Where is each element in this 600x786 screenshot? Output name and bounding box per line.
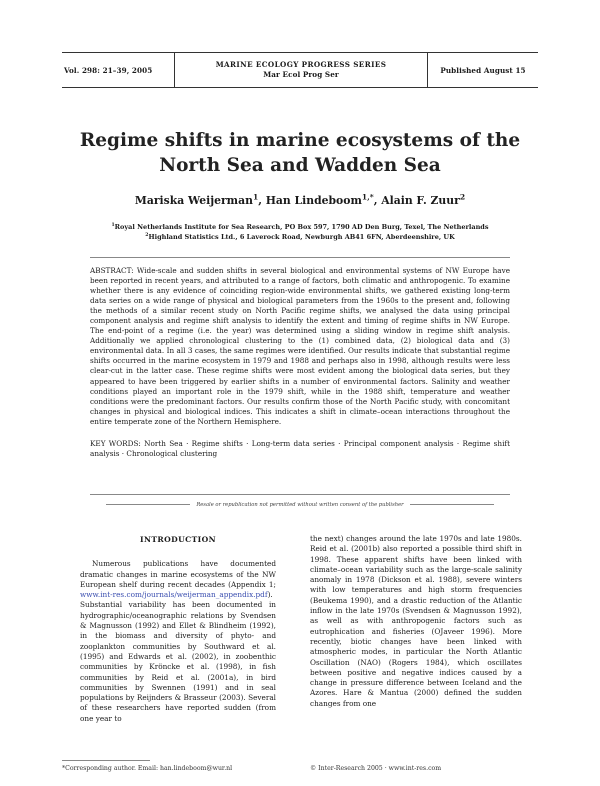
author-affiliation-mark: 1 <box>252 192 259 202</box>
publication-date: Published August 15 <box>427 53 538 87</box>
paper-title <box>0 128 600 178</box>
journal-abbreviation: Mar Ecol Prog Ser <box>263 70 339 79</box>
republication-notice: Resale or republication not permitted without written consent of the publisher <box>0 502 600 508</box>
divider <box>106 504 190 505</box>
corresponding-author-note: *Corresponding author. Email: han.lindeboom@wur.nl <box>62 765 233 772</box>
journal-name: MARINE ECOLOGY PROGRESS SERIES <box>215 60 387 69</box>
abstract-text: ABSTRACT: Wide-scale and sudden shifts in several biological and environmental systems of NW Europe have been reported in recent years, and attributed to a range of factors, both climatic and anthropogenic. To examine whether there is any evidence of coinciding region-wide environmental shifts, we gathered existing long-term data series on a wide range of physical and biological parameters from the 1960s to the present and, following the methods of a similar recent study on North Pacific regime shifts, we analysed the data using principal component analysis and regime shift analysis to identify the extent and timing of regime shifts in NW Europe. The end-point of a regime (i.e. the year) was determined using a sliding window in regime shift analysis. Additionally we applied chronological clustering to the (1) combined data, (2) biological data and (3) environmental data. In all 3 cases, the same regimes were identified. Our results indicate that substantial regime shifts occurred in the marine ecosystem in 1979 and 1988 and perhaps also in 1998, although results were less clear-cut in the latter case. These regime shifts were most evident among the biological data series, but they appeared to have been triggered by earlier shifts in a number of environmental factors. Salinity and weather conditions played an important role in the 1979 shift, while in the 1988 shift, temperature and weather conditions were the predominant factors. Our results confirm those of the North Pacific study, with concomitant changes in physical and biological indices. This indicates a shift in climate–ocean interactions throughout the entire temperate zone of the Northern Hemisphere. <box>90 266 510 426</box>
author-name: Alain F. Zuur <box>381 194 460 207</box>
author-affiliation-mark: 1,* <box>361 192 374 202</box>
keywords: KEY WORDS: North Sea · Regime shifts · Long-term data series · Principal component analysis · Regime shift analysis · Chronological clustering <box>90 438 510 458</box>
author-affiliation-mark: 2 <box>459 192 466 202</box>
author-name: Han Lindeboom <box>265 194 362 207</box>
title-line-2: North Sea and Wadden Sea <box>159 155 441 176</box>
appendix-link[interactable]: www.int-res.com/journals/weijerman_appendix.pdf <box>80 590 268 600</box>
author-list: Mariska Weijerman$^1$, Han Lindeboom$^{1,*}$, Alain F. Zuur$^2$ <box>134 192 466 207</box>
left-column <box>80 535 276 724</box>
affiliations <box>0 223 600 242</box>
author-name: Mariska Weijerman <box>134 194 253 207</box>
footnote-divider <box>62 760 150 761</box>
right-column <box>310 534 522 709</box>
intro-paragraph-continued: the next) changes around the late 1970s and late 1980s. Reid et al. (2001b) also reported a possible third shift in 1998. These apparent shifts have been linked with climate–ocean variability such as the large-scale salinity anomaly in 1978 (Dickson et al. 1988), severe winters with low temperatures and high storm frequencies (Beukema 1990), and a drastic reduction of the Atlantic inflow in the late 1970s (Svendsen & Magnusson 1992), as well as with anthropogenic factors such as eutrophication and fisheries (OJaveer 1996). More recently, biotic changes have been linked with atmospheric modes, in particular the North Atlantic Oscillation (NAO) (Rogers 1984), which oscillates between positive and negative indices caused by a change in pressure difference between Iceland and the Azores. Hare & Mantua (2000) defined the sudden changes from one <box>310 534 522 708</box>
volume-info: Vol. 298: 21–39, 2005 <box>62 53 175 87</box>
journal-header <box>62 52 538 88</box>
divider <box>410 504 494 505</box>
intro-paragraph: Numerous publications have documented dramatic changes in marine ecosystems of the NW European shelf during recent decades (Appendix 1; www.int-res.com/journals/weijerman_appendix.pdf). Substantial variability has been documented in hydrographic/oceanographic relations by Svendsen & Magnusson (1992) and Ellet & Blindheim (1992), in the biomass and diversity of phyto- and zooplankton communities by Southward et al. (1995) and Edwards et al. (2002), in zoobenthic communities by Kröncke et al. (1998), in fish communities by Reid et al. (2001a), in bird communities by Swennen (1991) and in seal populations by Reijnders & Brasseur (2003). Several of these researchers have reported sudden (from one year to <box>80 559 276 723</box>
abstract-block <box>90 257 510 495</box>
section-heading-introduction: INTRODUCTION <box>140 535 216 544</box>
affiliation-1: $^1$Royal Netherlands Institute for Sea Research, PO Box 597, 1790 AD Den Burg, Texel, The Netherlands <box>111 222 489 231</box>
copyright-notice: © Inter-Research 2005 · www.int-res.com <box>310 765 442 772</box>
title-line-1: Regime shifts in marine ecosystems of the <box>79 130 521 151</box>
journal-name-block <box>175 53 427 87</box>
affiliation-2: $^2$Highland Statistics Ltd., 6 Laverock Road, Newburgh AB41 6FN, Aberdeenshire, UK <box>145 232 455 241</box>
